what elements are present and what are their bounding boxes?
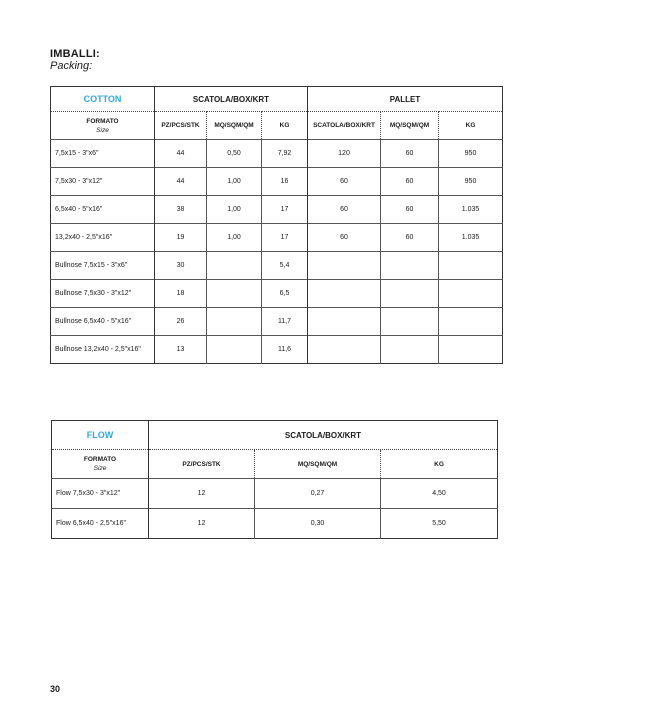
value-cell: 60 (308, 224, 381, 252)
heading-italian: IMBALLI: (50, 48, 100, 60)
table-row (51, 140, 503, 168)
value-cell: 60 (381, 140, 439, 168)
col-header: SCATOLA/BOX/KRT (308, 112, 381, 140)
table-row (51, 196, 503, 224)
size-label: Size (93, 465, 107, 472)
value-cell: 26 (155, 308, 207, 336)
value-cell (439, 252, 503, 280)
value-cell: 13 (155, 336, 207, 364)
value-cell: 950 (439, 140, 503, 168)
table-row (51, 280, 503, 308)
value-cell (308, 308, 381, 336)
size-label: Size (96, 126, 109, 134)
value-cell: 12 (149, 509, 255, 539)
size-cell: Bullnose 13,2x40 - 2,5"x16" (51, 336, 155, 364)
value-cell: 44 (155, 140, 207, 168)
cotton-packing-table (50, 86, 503, 364)
value-cell: 11,7 (262, 308, 308, 336)
value-cell (381, 252, 439, 280)
value-cell: 1,00 (207, 196, 262, 224)
col-header: PZ/PCS/STK (155, 112, 207, 140)
value-cell (381, 308, 439, 336)
size-cell: 7,5x30 - 3"x12" (51, 168, 155, 196)
value-cell: 60 (381, 224, 439, 252)
group-header-box: SCATOLA/BOX/KRT (149, 421, 498, 450)
value-cell: 17 (262, 224, 308, 252)
value-cell (381, 280, 439, 308)
value-cell: 0,30 (255, 509, 381, 539)
table-row (51, 336, 503, 364)
formato-label: FORMATO (86, 117, 119, 125)
group-header-box: SCATOLA/BOX/KRT (155, 87, 308, 112)
value-cell: 5,50 (381, 509, 498, 539)
value-cell (439, 308, 503, 336)
page-number: 30 (50, 684, 61, 694)
col-header: KG (465, 122, 476, 129)
size-cell: Bullnose 6,5x40 - 5"x16" (51, 308, 155, 336)
value-cell: 6,5 (262, 280, 308, 308)
value-cell (439, 336, 503, 364)
value-cell: 12 (149, 479, 255, 509)
formato-header (51, 112, 155, 140)
value-cell: 17 (262, 196, 308, 224)
size-cell: Bullnose 7,5x30 - 3"x12" (51, 280, 155, 308)
table-row (51, 224, 503, 252)
col-header: MQ/SQM/QM (381, 112, 439, 140)
size-cell: 6,5x40 - 5"x16" (51, 196, 155, 224)
col-header: KG (262, 112, 308, 140)
value-cell (439, 280, 503, 308)
value-cell: 60 (308, 196, 381, 224)
value-cell: 11,6 (262, 336, 308, 364)
value-cell: 0,50 (207, 140, 262, 168)
value-cell (381, 336, 439, 364)
value-cell: 38 (155, 196, 207, 224)
value-cell: 0,27 (255, 479, 381, 509)
size-cell: 7,5x15 - 3"x6" (51, 140, 155, 168)
size-cell: 13,2x40 - 2,5"x16" (51, 224, 155, 252)
value-cell: 1,00 (207, 168, 262, 196)
value-cell: 30 (155, 252, 207, 280)
value-cell: 60 (381, 168, 439, 196)
col-header: MQ/SQM/QM (207, 112, 262, 140)
value-cell: 44 (155, 168, 207, 196)
formato-header (52, 450, 149, 479)
table-row (52, 509, 498, 539)
group-header-pallet: PALLET (308, 87, 503, 112)
size-cell: Flow 6,5x40 - 2,5"x16" (52, 509, 149, 539)
value-cell (207, 280, 262, 308)
col-header: PZ/PCS/STK (149, 450, 255, 479)
formato-label: FORMATO (83, 456, 117, 463)
value-cell: 19 (155, 224, 207, 252)
value-cell: 7,92 (262, 140, 308, 168)
value-cell (207, 336, 262, 364)
value-cell: 1.035 (439, 224, 503, 252)
brand-label-flow: FLOW (52, 421, 149, 450)
value-cell (207, 252, 262, 280)
heading-english: Packing: (50, 60, 93, 72)
table-row (51, 308, 503, 336)
value-cell (207, 308, 262, 336)
value-cell: 16 (262, 168, 308, 196)
value-cell: 950 (439, 168, 503, 196)
value-cell: 1,00 (207, 224, 262, 252)
table-row (51, 168, 503, 196)
value-cell: 60 (381, 196, 439, 224)
value-cell: 60 (308, 168, 381, 196)
flow-packing-table (51, 420, 498, 539)
value-cell: 18 (155, 280, 207, 308)
value-cell (308, 336, 381, 364)
brand-label-cotton: COTTON (51, 87, 155, 112)
size-cell: Bullnose 7,5x15 - 3"x6" (51, 252, 155, 280)
value-cell: 120 (308, 140, 381, 168)
col-header: MQ/SQM/QM (255, 450, 381, 479)
value-cell (308, 280, 381, 308)
value-cell (308, 252, 381, 280)
size-cell: Flow 7,5x30 - 3"x12" (52, 479, 149, 509)
value-cell: 5,4 (262, 252, 308, 280)
table-row (52, 479, 498, 509)
col-header: KG (434, 460, 444, 468)
value-cell: 4,50 (381, 479, 498, 509)
value-cell: 1.035 (439, 196, 503, 224)
table-row (51, 252, 503, 280)
packing-heading (50, 48, 100, 72)
